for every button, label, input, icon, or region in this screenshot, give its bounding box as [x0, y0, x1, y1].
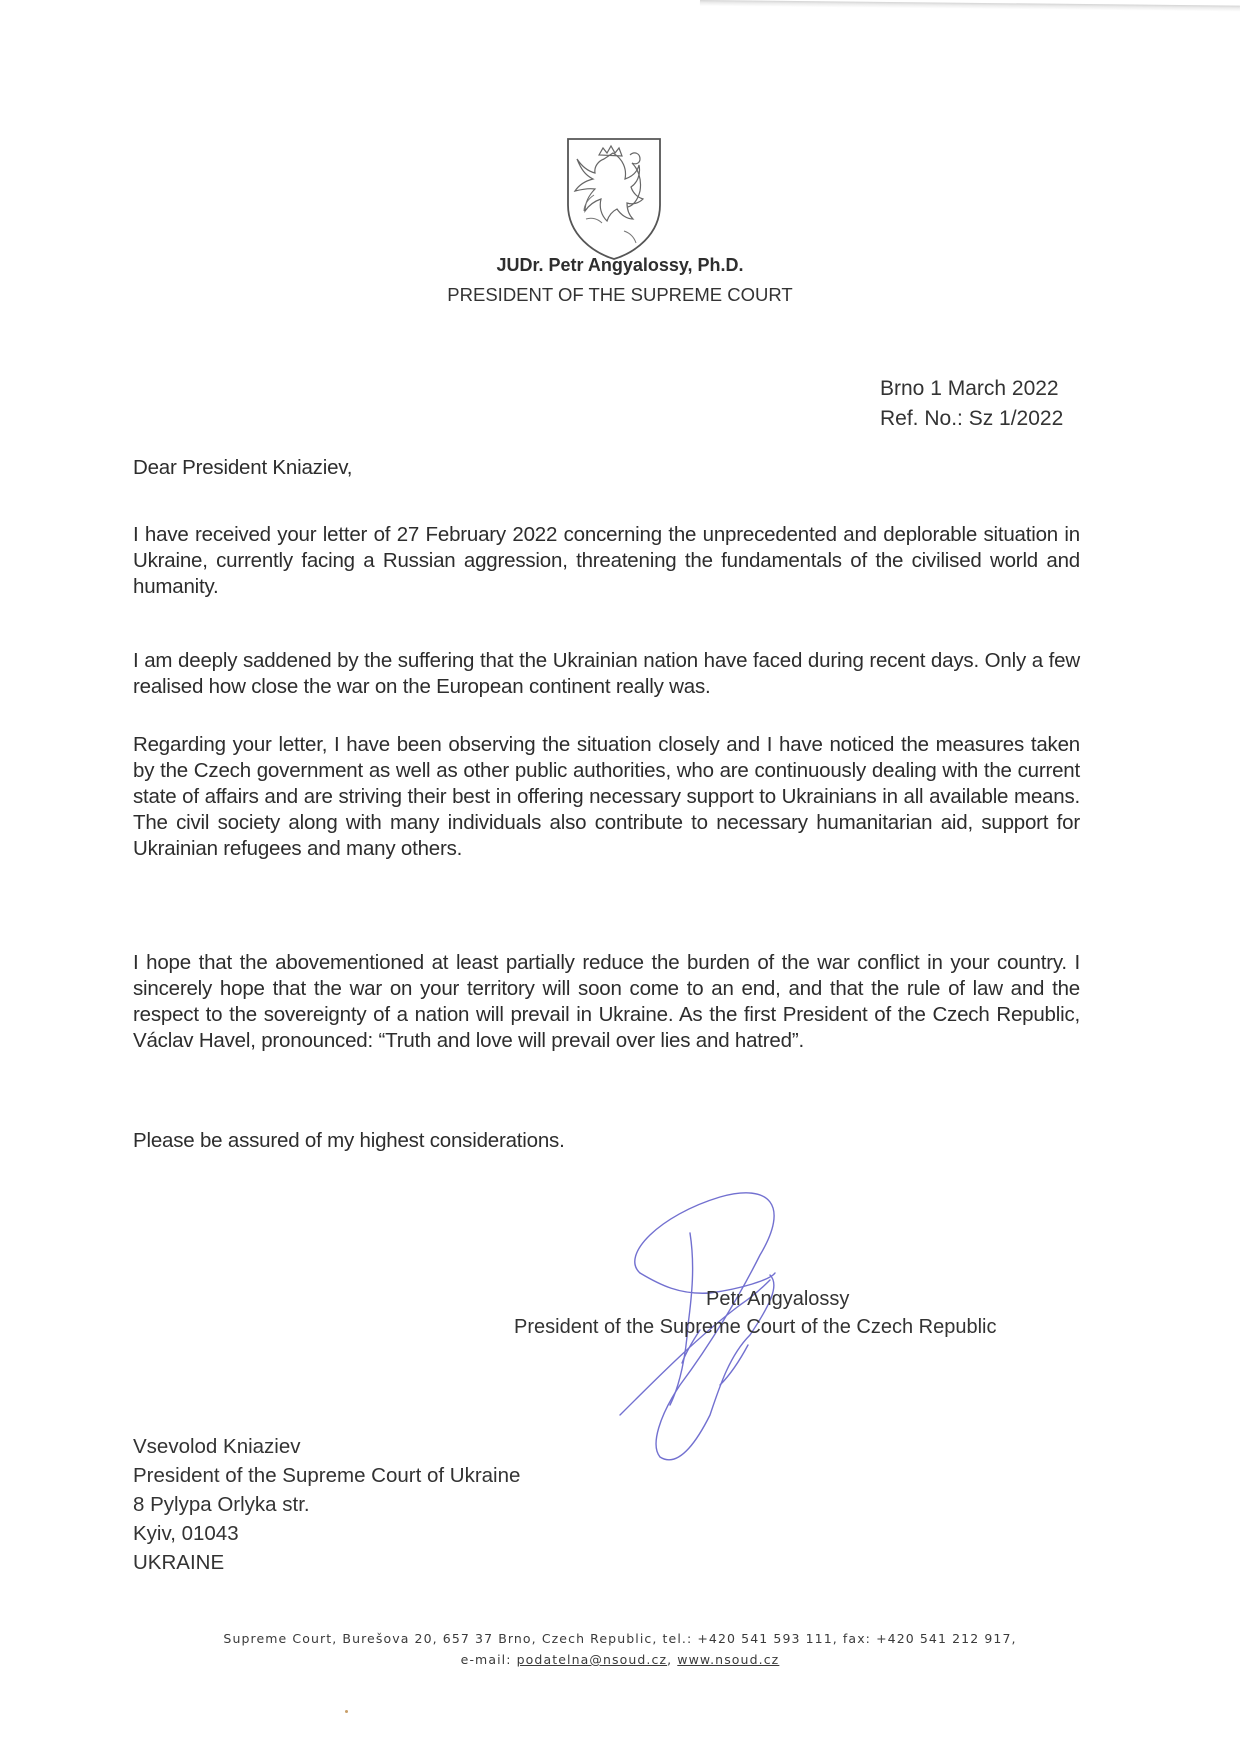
place-date: Brno 1 March 2022 — [880, 377, 1059, 400]
closing: Please be assured of my highest considerations. — [133, 1129, 565, 1152]
coat-of-arms-icon — [564, 135, 664, 261]
recipient-line: UKRAINE — [133, 1551, 225, 1574]
footer — [0, 1628, 1240, 1670]
scan-speck — [345, 1710, 348, 1713]
signatory-title: President of the Supreme Court of the Czech Republic — [514, 1316, 997, 1338]
paragraph: Regarding your letter, I have been observing the situation closely and I have noticed the measures taken by the Czech government as well as other public authorities, who are continuously dealing with the current state of affairs and are striving their best in offering necessary support to Ukrainians in all available means. The civil society along with many individuals also contribute to necessary humanitarian aid, support for Ukrainian refugees and many others. — [133, 733, 1080, 860]
dateline — [880, 374, 1063, 434]
recipient-address — [133, 1432, 520, 1577]
email-link[interactable]: podatelna@nsoud.cz — [516, 1652, 668, 1667]
website-link[interactable]: www.nsoud.cz — [677, 1652, 780, 1667]
salutation: Dear President Kniaziev, — [133, 456, 353, 479]
recipient-line: President of the Supreme Court of Ukraine — [133, 1464, 521, 1487]
email-label: e-mail: — [460, 1652, 512, 1667]
scan-edge-shadow — [700, 0, 1240, 12]
recipient-line: Kyiv, 01043 — [133, 1522, 239, 1545]
paragraph: I am deeply saddened by the suffering that the Ukrainian nation have faced during recent days. Only a few realised how close the war on the European continent really was. — [133, 649, 1080, 698]
sender-name: JUDr. Petr Angyalossy, Ph.D. — [496, 255, 744, 275]
separator: , — [667, 1652, 673, 1667]
sender-title: PRESIDENT OF THE SUPREME COURT — [447, 284, 793, 305]
footer-contacts — [0, 1649, 1240, 1670]
recipient-line: 8 Pylypa Orlyka str. — [133, 1493, 310, 1516]
recipient-line: Vsevolod Kniaziev — [133, 1435, 301, 1458]
signatory-name: Petr Angyalossy — [706, 1288, 850, 1310]
reference-number: Ref. No.: Sz 1/2022 — [880, 407, 1064, 430]
paragraph: I hope that the abovementioned at least partially reduce the burden of the war conflict in your country. I sincerely hope that the war on your territory will soon come to an end, and that the rule of law and the respect to the sovereignty of a nation will prevail in Ukraine. As the first President of the Czech Republic, Václav Havel, pronounced: “Truth and love will prevail over lies and hatred”. — [133, 951, 1080, 1052]
footer-address: Supreme Court, Burešova 20, 657 37 Brno, Czech Republic, tel.: +420 541 593 111, fax: +420 541 212 917, — [223, 1631, 1017, 1646]
paragraph: I have received your letter of 27 February 2022 concerning the unprecedented and deplorable situation in Ukraine, currently facing a Russian aggression, threatening the fundamentals of the civilised world and humanity. — [133, 523, 1080, 598]
